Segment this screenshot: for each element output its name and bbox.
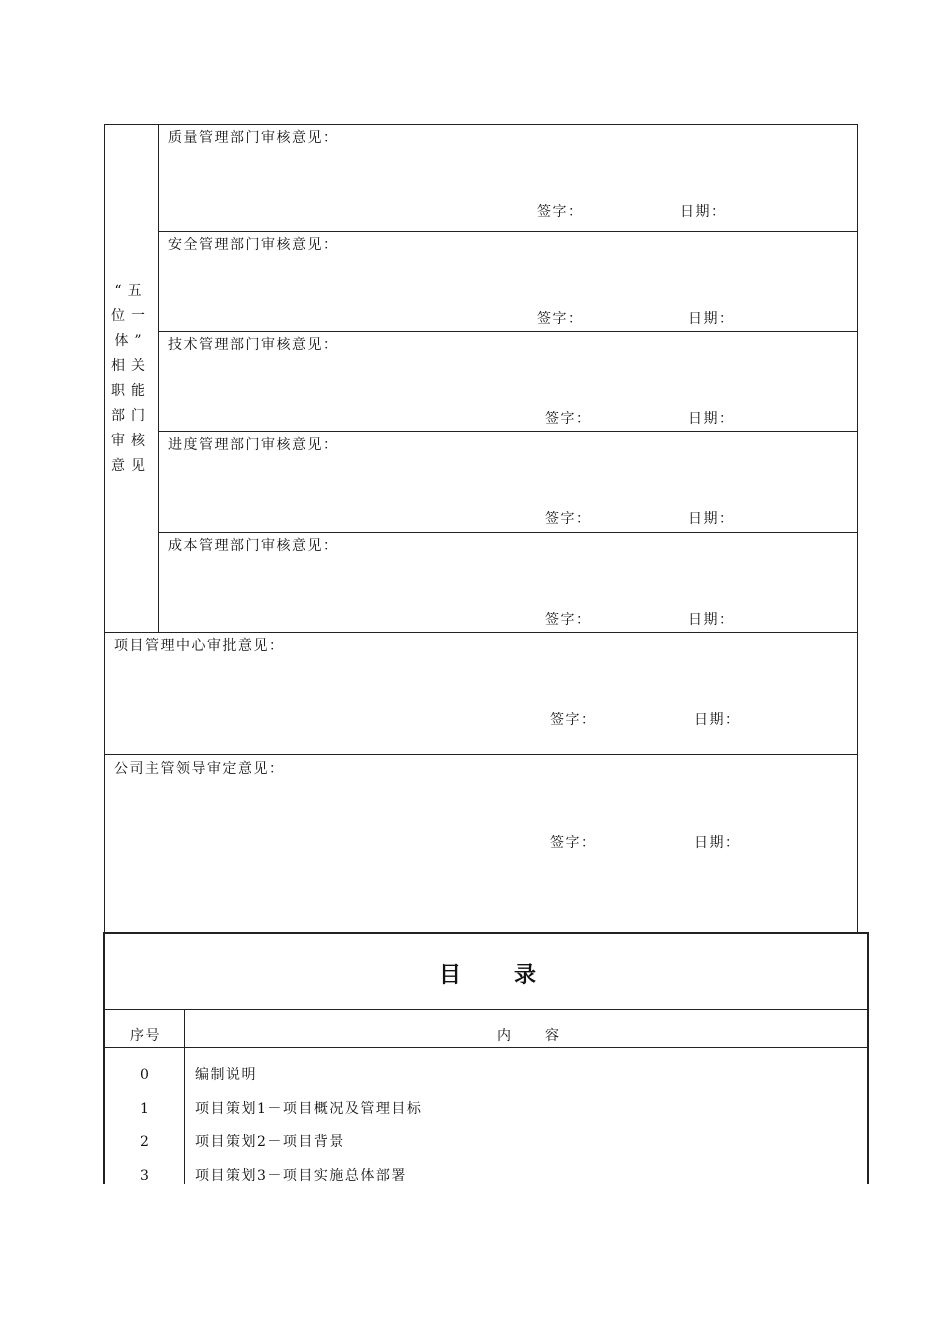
form-border-right bbox=[857, 124, 858, 934]
toc-border-left bbox=[103, 932, 105, 1184]
date-label: 日期： bbox=[694, 835, 741, 851]
date-label: 日期： bbox=[688, 411, 735, 427]
row-divider bbox=[158, 331, 858, 332]
side-column-divider bbox=[158, 124, 159, 632]
five-in-one-side-label: “五 位一 体” 相关 职能 部门 审核 意见 bbox=[111, 283, 151, 474]
row-divider bbox=[158, 532, 858, 533]
pm-center-approval-label: 项目管理中心审批意见： bbox=[114, 638, 285, 654]
toc-border-top bbox=[103, 932, 869, 934]
toc-border-right bbox=[867, 932, 869, 1184]
leader-approval-label: 公司主管领导审定意见： bbox=[114, 761, 285, 777]
toc-title-char: 目 bbox=[439, 962, 462, 988]
toc-row-seq: 0 bbox=[140, 1067, 151, 1083]
signature-label: 签字： bbox=[537, 204, 584, 220]
toc-seq-header: 序号 bbox=[130, 1028, 161, 1044]
toc-title-char: 录 bbox=[514, 962, 537, 988]
toc-row-content: 项目策划2－项目背景 bbox=[195, 1134, 345, 1150]
schedule-dept-opinion-label: 进度管理部门审核意见： bbox=[168, 437, 339, 453]
signature-label: 签字： bbox=[545, 411, 592, 427]
toc-column-divider bbox=[184, 1010, 185, 1184]
date-label: 日期： bbox=[688, 511, 735, 527]
quality-dept-opinion-label: 质量管理部门审核意见： bbox=[168, 130, 339, 146]
signature-label: 签字： bbox=[537, 311, 584, 327]
row-divider bbox=[104, 632, 858, 633]
row-divider bbox=[158, 431, 858, 432]
date-label: 日期： bbox=[688, 612, 735, 628]
form-border-left bbox=[104, 124, 105, 934]
toc-row-seq: 1 bbox=[140, 1101, 151, 1117]
signature-label: 签字： bbox=[545, 511, 592, 527]
toc-content-header-char: 内 bbox=[497, 1028, 513, 1044]
technical-dept-opinion-label: 技术管理部门审核意见： bbox=[168, 337, 339, 353]
toc-row-content: 项目策划3－项目实施总体部署 bbox=[195, 1168, 407, 1184]
date-label: 日期： bbox=[680, 204, 727, 220]
toc-title-divider bbox=[104, 1009, 868, 1010]
toc-header-divider bbox=[104, 1047, 868, 1048]
toc-content-header-char: 容 bbox=[545, 1028, 561, 1044]
safety-dept-opinion-label: 安全管理部门审核意见： bbox=[168, 237, 339, 253]
signature-label: 签字： bbox=[550, 712, 597, 728]
date-label: 日期： bbox=[694, 712, 741, 728]
row-divider bbox=[104, 754, 858, 755]
toc-row-seq: 2 bbox=[140, 1134, 151, 1150]
toc-row-content: 编制说明 bbox=[195, 1067, 257, 1083]
toc-row-seq: 3 bbox=[140, 1168, 151, 1184]
date-label: 日期： bbox=[688, 311, 735, 327]
signature-label: 签字： bbox=[550, 835, 597, 851]
form-border-top bbox=[104, 124, 858, 125]
toc-row-content: 项目策划1－项目概况及管理目标 bbox=[195, 1101, 423, 1117]
cost-dept-opinion-label: 成本管理部门审核意见： bbox=[168, 538, 339, 554]
signature-label: 签字： bbox=[545, 612, 592, 628]
row-divider bbox=[158, 231, 858, 232]
